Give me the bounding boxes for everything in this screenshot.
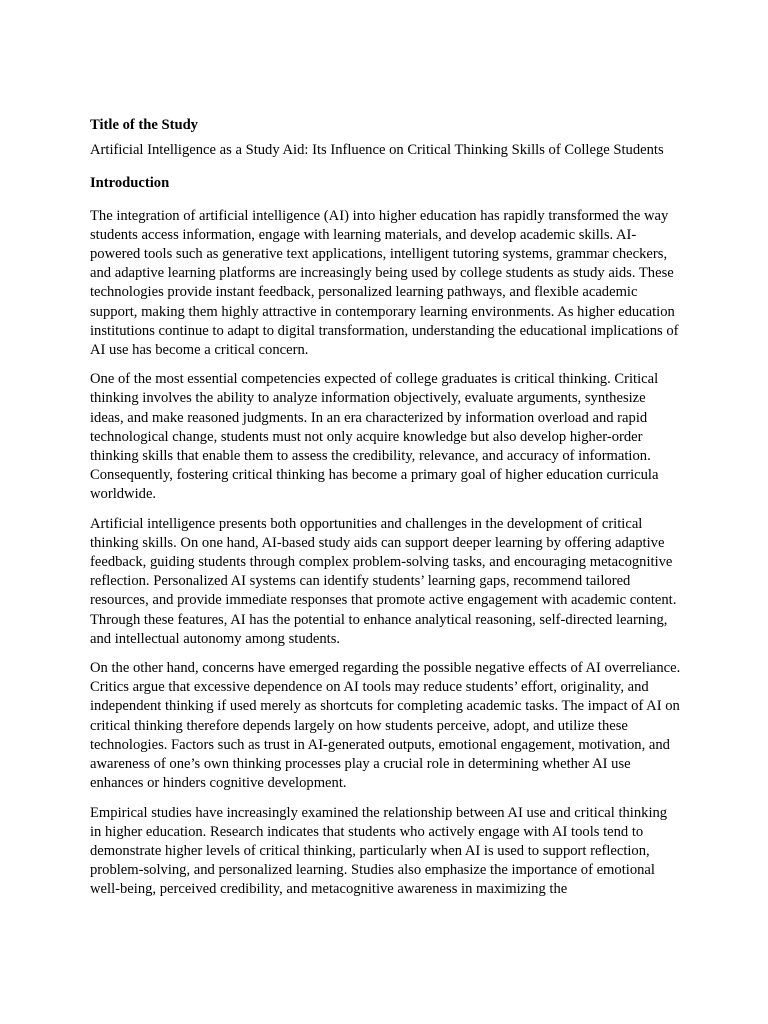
study-title: Artificial Intelligence as a Study Aid: Its Influence on Critical Thinking Skills of College Students (90, 142, 664, 159)
intro-paragraph-4: On the other hand, concerns have emerged regarding the possible negative effects of AI overreliance. Critics argue that excessive dependence on AI tools may reduce students’ effort, originality, and independent thinking if used merely as shortcuts for completing academic tasks. The impact of AI on critical thinking therefore depends largely on how students perceive, adopt, and utilize these technologies. Factors such as trust in AI-generated outputs, emotional engagement, motivation, and awareness of one’s own thinking processes play a crucial role in determining whether AI use enhances or hinders cognitive development. (90, 660, 681, 792)
intro-paragraph-2: One of the most essential competencies expected of college graduates is critical thinking. Critical thinking involves the ability to analyze information objectively, evaluate arguments, synthesize ideas, and make reasoned judgments. In an era characterized by information overload and rapid technological change, students must not only acquire knowledge but also develop higher-order thinking skills that enable them to assess the credibility, relevance, and accuracy of information. Consequently, fostering critical thinking has become a primary goal of higher education curricula worldwide. (90, 371, 659, 503)
intro-paragraph-1: The integration of artificial intelligence (AI) into higher education has rapidly transformed the way students access information, engage with learning materials, and develop academic skills. AI-powered tools such as generative text applications, intelligent tutoring systems, grammar checkers, and adaptive learning platforms are increasingly being used by college students as study aids. These technologies provide instant feedback, personalized learning pathways, and flexible academic support, making them highly attractive in contemporary learning environments. As higher education institutions continue to adapt to digital transformation, understanding the educational implications of AI use has become a critical concern. (90, 207, 679, 359)
introduction-heading: Introduction (90, 175, 170, 192)
document-page (90, 116, 682, 910)
title-of-study-heading: Title of the Study (90, 117, 198, 133)
intro-paragraph-5: Empirical studies have increasingly examined the relationship between AI use and critical thinking in higher education. Research indicates that students who actively engage with AI tools tend to demonstrate higher levels of critical thinking, particularly when AI is used to support reflection, problem-solving, and personalized learning. Studies also emphasize the importance of emotional well-being, perceived credibility, and metacognitive awareness in maximizing the (90, 804, 668, 898)
intro-paragraph-3: Artificial intelligence presents both opportunities and challenges in the development of critical thinking skills. On one hand, AI-based study aids can support deeper learning by offering adaptive feedback, guiding students through complex problem-solving tasks, and encouraging metacognitive reflection. Personalized AI systems can identify students’ learning gaps, recommend tailored resources, and provide immediate responses that promote active engagement with academic content. Through these features, AI has the potential to enhance analytical reasoning, self-directed learning, and intellectual autonomy among students. (90, 515, 677, 647)
